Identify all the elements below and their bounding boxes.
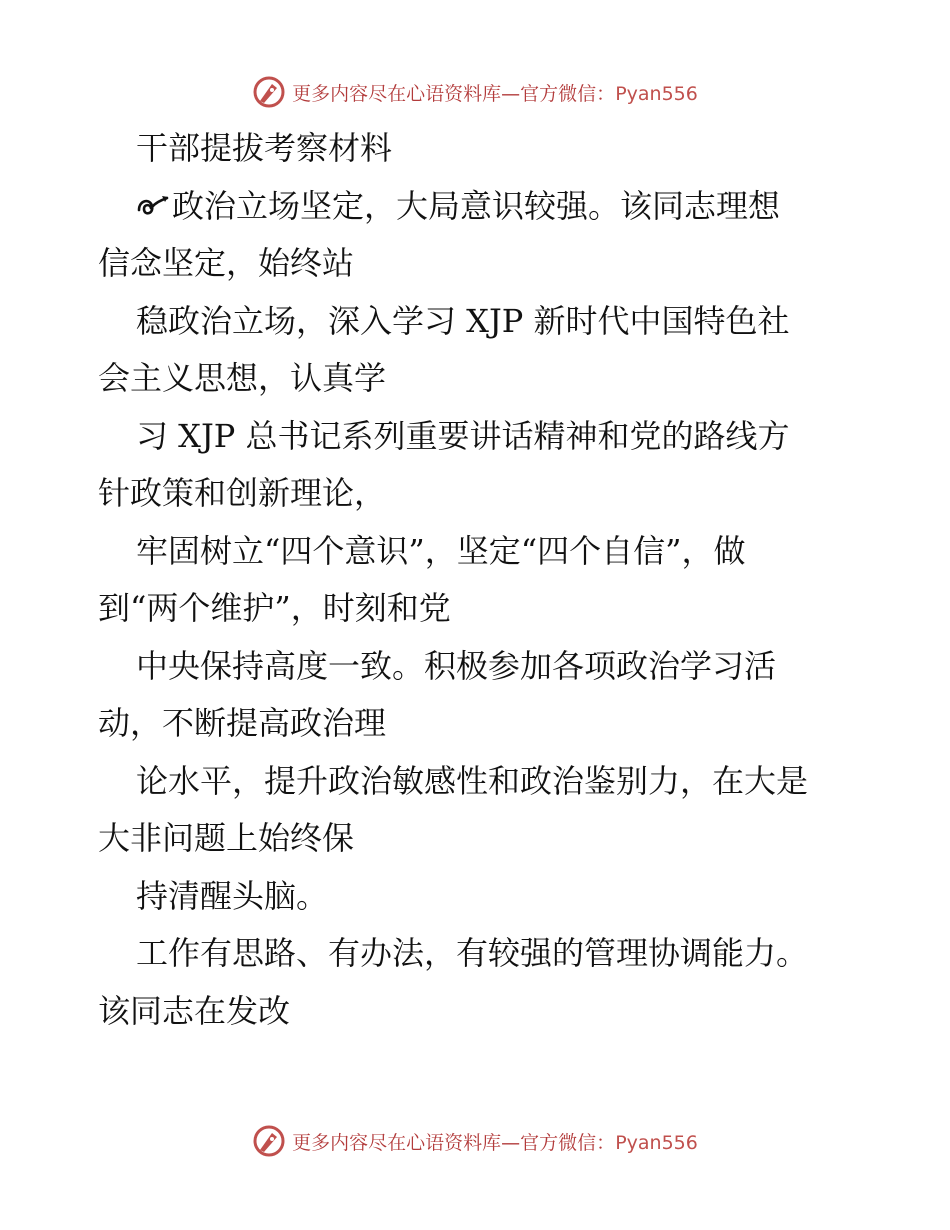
watermark-dash: — (501, 1131, 521, 1154)
watermark-dash: — (501, 82, 521, 105)
watermark-account: Pyan556 (615, 82, 698, 105)
watermark-site-text: 更多内容尽在心语资料库 (292, 1131, 502, 1154)
paragraph-line: 会主义思想，认真学 (98, 359, 387, 397)
paragraph-line: 习 XJP 总书记系列重要讲话精神和党的路线方 (136, 416, 790, 455)
footer-watermark (0, 1121, 950, 1161)
paragraph-line: 持清醒头脑。 (136, 876, 329, 915)
paragraph-line: 信念坚定，始终站 (98, 244, 355, 282)
paragraph-line: 该同志在发改 (98, 991, 291, 1030)
paragraph-line: 论水平，提升政治敏感性和政治鉴别力，在大是 (136, 761, 809, 800)
watermark-wechat-label: 官方微信： (520, 82, 616, 105)
flourish-bullet-icon (136, 192, 170, 220)
watermark-wechat-label: 官方微信： (520, 1131, 616, 1154)
document-title: 干部提拔考察材料 (136, 129, 393, 167)
paragraph-line: 大非问题上始终保 (98, 819, 355, 857)
watermark-site-text: 更多内容尽在心语资料库 (292, 82, 502, 105)
header-watermark (0, 72, 950, 112)
paragraph-line: 针政策和创新理论， (98, 474, 387, 512)
watermark-account: Pyan556 (615, 1131, 698, 1154)
paragraph-line: 稳政治立场，深入学习 XJP 新时代中国特色社 (136, 301, 790, 340)
paragraph-line: 到“两个维护”，时刻和党 (98, 589, 451, 627)
paragraph-line: 工作有思路、有办法，有较强的管理协调能力。 (136, 934, 809, 972)
pen-nib-logo-icon (252, 1124, 286, 1158)
paragraph-line: 中央保持高度一致。积极参加各项政治学习活 (136, 646, 777, 685)
paragraph-line: 牢固树立“四个意识”，坚定“四个自信”，做 (136, 531, 746, 570)
paragraph-line: 动，不断提高政治理 (98, 704, 387, 742)
document-body (98, 120, 858, 1040)
pen-nib-logo-icon (252, 75, 286, 109)
paragraph-line: 政治立场坚定，大局意识较强。该同志理想 (98, 178, 858, 236)
